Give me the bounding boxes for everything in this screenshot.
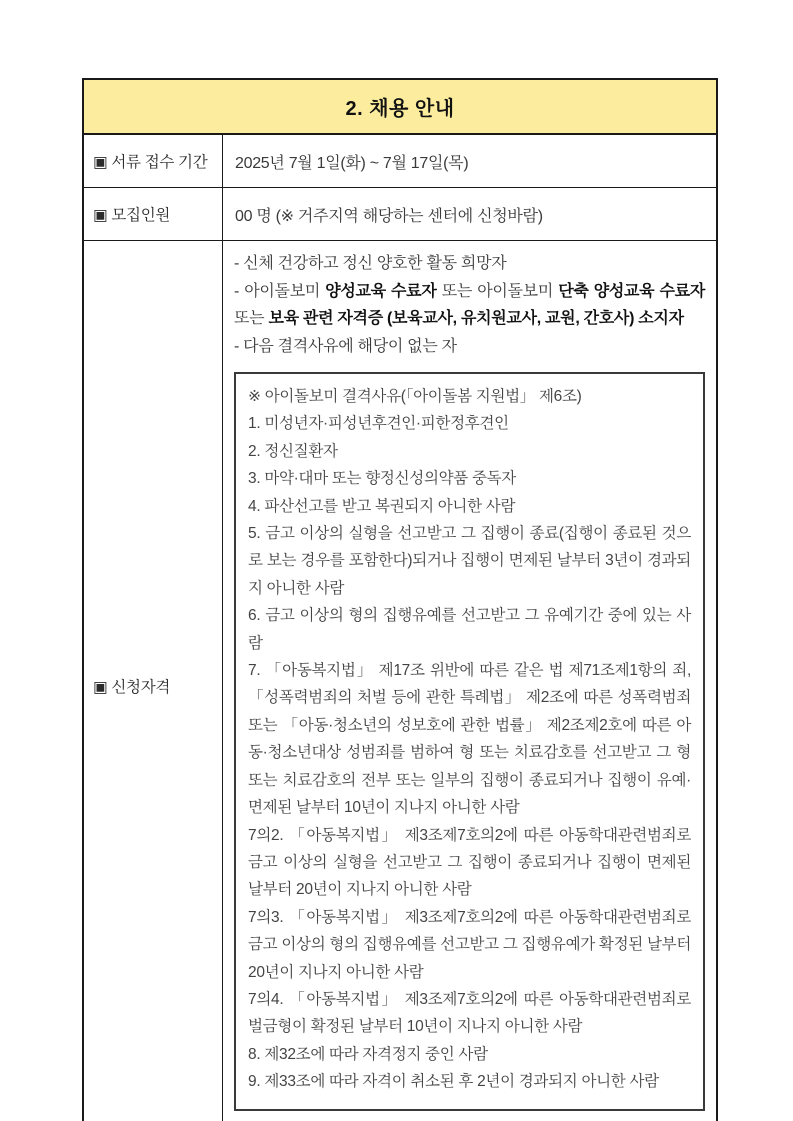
recruit-count-label: ▣ 모집인원 xyxy=(84,188,223,240)
disqualification-item: 4. 파산선고를 받고 복권되지 아니한 사람 xyxy=(248,497,516,515)
disqualification-item: 7의2. 「아동복지법」 제3조제7호의2에 따른 아동학대관련범죄로 금고 이상의 실형을 선고받고 그 집행이 종료되거나 집행이 면제된 날부터 20년이 지나지 아니한 사람 xyxy=(248,826,691,899)
table-title-row xyxy=(84,80,716,135)
bullet-segment: 또는 아이돌보미 xyxy=(436,282,559,300)
eligibility-label: ▣ 신청자격 xyxy=(84,241,223,1121)
disqualification-item: 1. 미성년자·피성년후견인·피한정후견인 xyxy=(248,415,509,433)
disqualification-item: 3. 마약·대마 또는 향정신성의약품 중독자 xyxy=(248,470,516,488)
disqualification-item: 6. 금고 이상의 형의 집행유예를 선고받고 그 유예기간 중에 있는 사람 xyxy=(248,607,691,652)
disqualification-item: 7의4. 「아동복지법」 제3조제7호의2에 따른 아동학대관련범죄로 벌금형이 확정된 날부터 10년이 지나지 아니한 사람 xyxy=(248,990,691,1036)
row-eligibility xyxy=(84,241,716,1121)
bullet-segment: - 아이돌보미 xyxy=(234,282,326,300)
bullet-segment-bold: 양성교육 수료자 xyxy=(325,282,437,300)
table-title: 2. 채용 안내 xyxy=(345,98,455,120)
bullet-segment: 또는 xyxy=(234,310,269,327)
application-period-label: ▣ 서류 접수 기간 xyxy=(84,135,223,187)
disqualification-box xyxy=(234,372,705,1111)
eligibility-bullet-health: - 신체 건강하고 정신 양호한 활동 희망자 xyxy=(234,255,507,272)
disqualification-item: 7의3. 「아동복지법」 제3조제7호의2에 따른 아동학대관련범죄로 금고 이상의 형의 집행유예를 선고받고 그 집행유예가 확정된 날부터 20년이 지나지 아니한 사람 xyxy=(248,908,691,981)
recruit-count-value: 00 명 (※ 거주지역 해당하는 센터에 신청바람) xyxy=(235,207,543,225)
disqualification-heading: ※ 아이돌보미 결격사유(「아이돌봄 지원법」 제6조) xyxy=(248,388,582,405)
disqualification-item: 9. 제33조에 따라 자격이 취소된 후 2년이 경과되지 아니한 사람 xyxy=(248,1073,659,1091)
eligibility-content xyxy=(223,241,716,1121)
disqualification-item: 8. 제32조에 따라 자격정지 중인 사람 xyxy=(248,1045,488,1063)
disqualification-item: 2. 정신질환자 xyxy=(248,442,338,460)
recruitment-table xyxy=(82,78,718,1121)
disqualification-item: 7. 「아동복지법」 제17조 위반에 따른 같은 법 제71조제1항의 죄, 「성폭력범죄의 처벌 등에 관한 특례법」 제2조에 따른 성폭력범죄 또는 「아동·청소년의 성보호에 관한 법률」 제2조제2호에 따른 아동·청소년대상 성범죄를 범하여 형 또는 치료감호를 선고받고 그 형 또는 치료감호의 전부 또는 일부의 집행이 종료되거나 집행이 유예·면제된 날부터 10년이 지나지 아니한 사람 xyxy=(248,662,691,817)
eligibility-bullet-no-disqualification: - 다음 결격사유에 해당이 없는 자 xyxy=(234,337,457,355)
row-application-period xyxy=(84,135,716,188)
bullet-segment-bold: 보육 관련 자격증 (보육교사, 유치원교사, 교원, 간호사) 소지자 xyxy=(268,310,684,327)
application-period-value: 2025년 7월 1일(화) ~ 7월 17일(목) xyxy=(235,154,469,172)
disqualification-item: 5. 금고 이상의 실형을 선고받고 그 집행이 종료(집행이 종료된 것으로 보는 경우를 포함한다)되거나 집행이 면제된 날부터 3년이 경과되지 아니한 사람 xyxy=(248,525,691,597)
bullet-segment-bold: 단축 양성교육 수료자 xyxy=(558,282,705,300)
eligibility-bullet-training xyxy=(234,278,705,333)
row-recruit-count xyxy=(84,188,716,241)
